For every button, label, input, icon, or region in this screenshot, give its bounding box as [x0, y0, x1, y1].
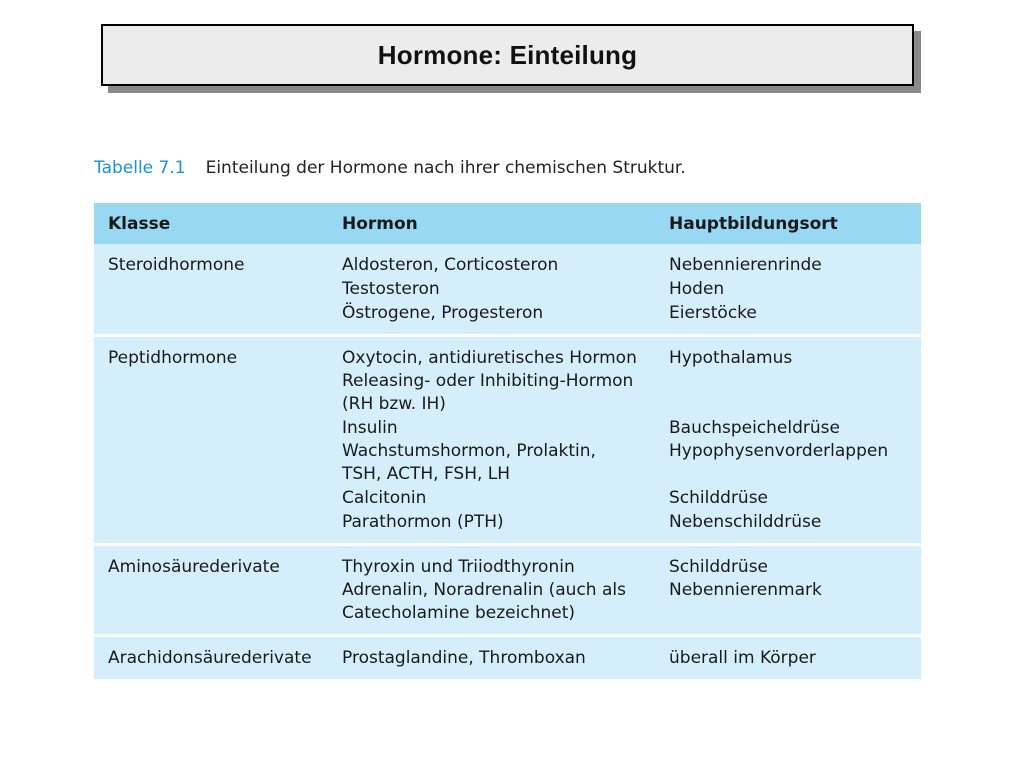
table-row [94, 636, 921, 680]
cell-hormon [328, 336, 655, 545]
hormon-entry-continuation: (RH bzw. IH) [342, 394, 446, 414]
cell-hormon [328, 636, 655, 680]
ort-entry: Hypophysenvorderlappen [669, 441, 889, 461]
klasse-label: Aminosäurederivate [108, 557, 280, 577]
table-caption-text: Einteilung der Hormone nach ihrer chemischen Struktur. [205, 158, 686, 178]
ort-entry: Schilddrüse [669, 557, 769, 577]
ort-entry: überall im Körper [669, 648, 816, 668]
hormon-entry: Releasing- oder Inhibiting-Hormon [342, 371, 634, 391]
cell-hormon [328, 545, 655, 636]
slide-title-box [101, 24, 914, 86]
table-caption [94, 158, 686, 178]
ort-entry: Bauchspeicheldrüse [669, 418, 840, 438]
table-row [94, 336, 921, 545]
ort-entry: Nebenschilddrüse [669, 512, 822, 532]
hormon-entry-continuation: TSH, ACTH, FSH, LH [342, 464, 511, 484]
cell-klasse [94, 244, 328, 336]
cell-klasse [94, 336, 328, 545]
klasse-label: Steroidhormone [108, 255, 245, 275]
table-body [94, 244, 921, 679]
ort-entry-empty [669, 370, 921, 393]
hormon-entry: Parathormon (PTH) [342, 512, 504, 532]
slide-title: Hormone: Einteilung [377, 39, 638, 70]
hormon-entry: Wachstumshormon, Prolaktin, [342, 441, 596, 461]
ort-entry: Hypothalamus [669, 348, 793, 368]
title-box-frame [101, 24, 914, 86]
ort-entry-empty [669, 393, 921, 416]
ort-entry: Hoden [669, 279, 725, 299]
klasse-label: Arachidonsäurederivate [108, 648, 312, 668]
ort-entry: Eierstöcke [669, 303, 757, 323]
ort-entry-empty [669, 463, 921, 486]
cell-ort [655, 545, 921, 636]
table-caption-label: Tabelle 7.1 [94, 158, 186, 178]
table-row [94, 244, 921, 336]
hormon-entry: Testosteron [342, 279, 440, 299]
cell-ort [655, 244, 921, 336]
hormon-entry: Aldosteron, Corticosteron [342, 255, 559, 275]
cell-hormon [328, 244, 655, 336]
hormon-entry: Prostaglandine, Thromboxan [342, 648, 586, 668]
hormon-entry-continuation: Catecholamine bezeichnet) [342, 603, 576, 623]
hormone-table [94, 203, 921, 679]
hormon-entry: Oxytocin, antidiuretisches Hormon [342, 348, 637, 368]
header-klasse: Klasse [94, 203, 328, 244]
table-header-row [94, 203, 921, 244]
klasse-label: Peptidhormone [108, 348, 238, 368]
hormon-entry: Calcitonin [342, 488, 427, 508]
ort-entry: Nebennierenmark [669, 580, 822, 600]
ort-entry: Nebennierenrinde [669, 255, 822, 275]
hormon-entry: Adrenalin, Noradrenalin (auch als [342, 580, 626, 600]
cell-ort [655, 636, 921, 680]
hormon-entry: Thyroxin und Triiodthyronin [342, 557, 575, 577]
hormon-entry: Insulin [342, 418, 398, 438]
table-row [94, 545, 921, 636]
cell-ort [655, 336, 921, 545]
ort-entry: Schilddrüse [669, 488, 769, 508]
hormon-entry: Östrogene, Progesteron [342, 303, 544, 323]
cell-klasse [94, 636, 328, 680]
cell-klasse [94, 545, 328, 636]
header-hauptbildungsort: Hauptbildungsort [655, 203, 921, 244]
header-hormon: Hormon [328, 203, 655, 244]
